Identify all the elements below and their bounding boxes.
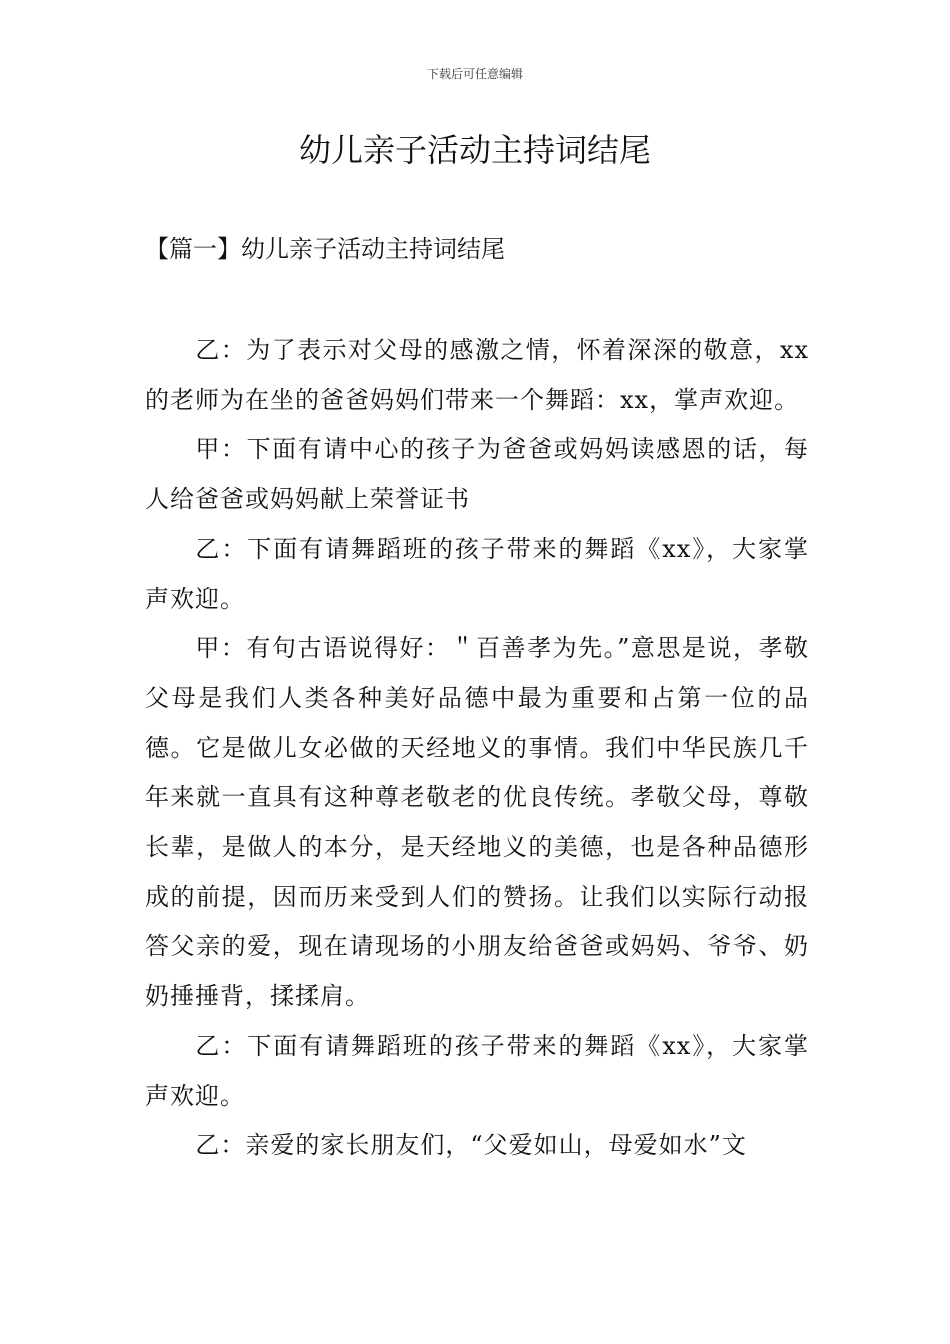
section-heading: 【篇一】幼儿亲子活动主持词结尾	[145, 235, 505, 263]
paragraph: 乙：下面有请舞蹈班的孩子带来的舞蹈《xx》，大家掌声欢迎。	[145, 534, 809, 613]
paragraph: 乙：亲爱的家长朋友们，“父爱如山，母爱如水”文	[195, 1131, 747, 1160]
paragraph: 甲：有句古语说得好：＂百善孝为先。”意思是说，孝敬父母是我们人类各种美好品德中最为重要和占第一位的品德。它是做儿女必做的天经地义的事情。我们中华民族几千年来就一直具有这种尊老敬老的优良传统。孝敬父母，尊敬长辈，是做人的本分，是天经地义的美德，也是各种品德形成的前提，因而历来受到人们的赞扬。让我们以实际行动报答父亲的爱，现在请现场的小朋友给爸爸或妈妈、爷爷、奶奶捶捶背，揉揉肩。	[145, 634, 809, 1011]
paragraph: 甲：下面有请中心的孩子为爸爸或妈妈读感恩的话，每人给爸爸或妈妈献上荣誉证书	[145, 435, 809, 514]
document-title: 幼儿亲子活动主持词结尾	[298, 131, 651, 169]
paragraph: 乙：为了表示对父母的感激之情，怀着深深的敬意，xx的老师为在坐的爸爸妈妈们带来一个舞蹈：xx，掌声欢迎。	[145, 336, 809, 414]
paragraph: 乙：下面有请舞蹈班的孩子带来的舞蹈《xx》，大家掌声欢迎。	[145, 1031, 809, 1110]
document-body	[145, 326, 809, 1171]
header-note: 下载后可任意编辑	[426, 67, 523, 81]
